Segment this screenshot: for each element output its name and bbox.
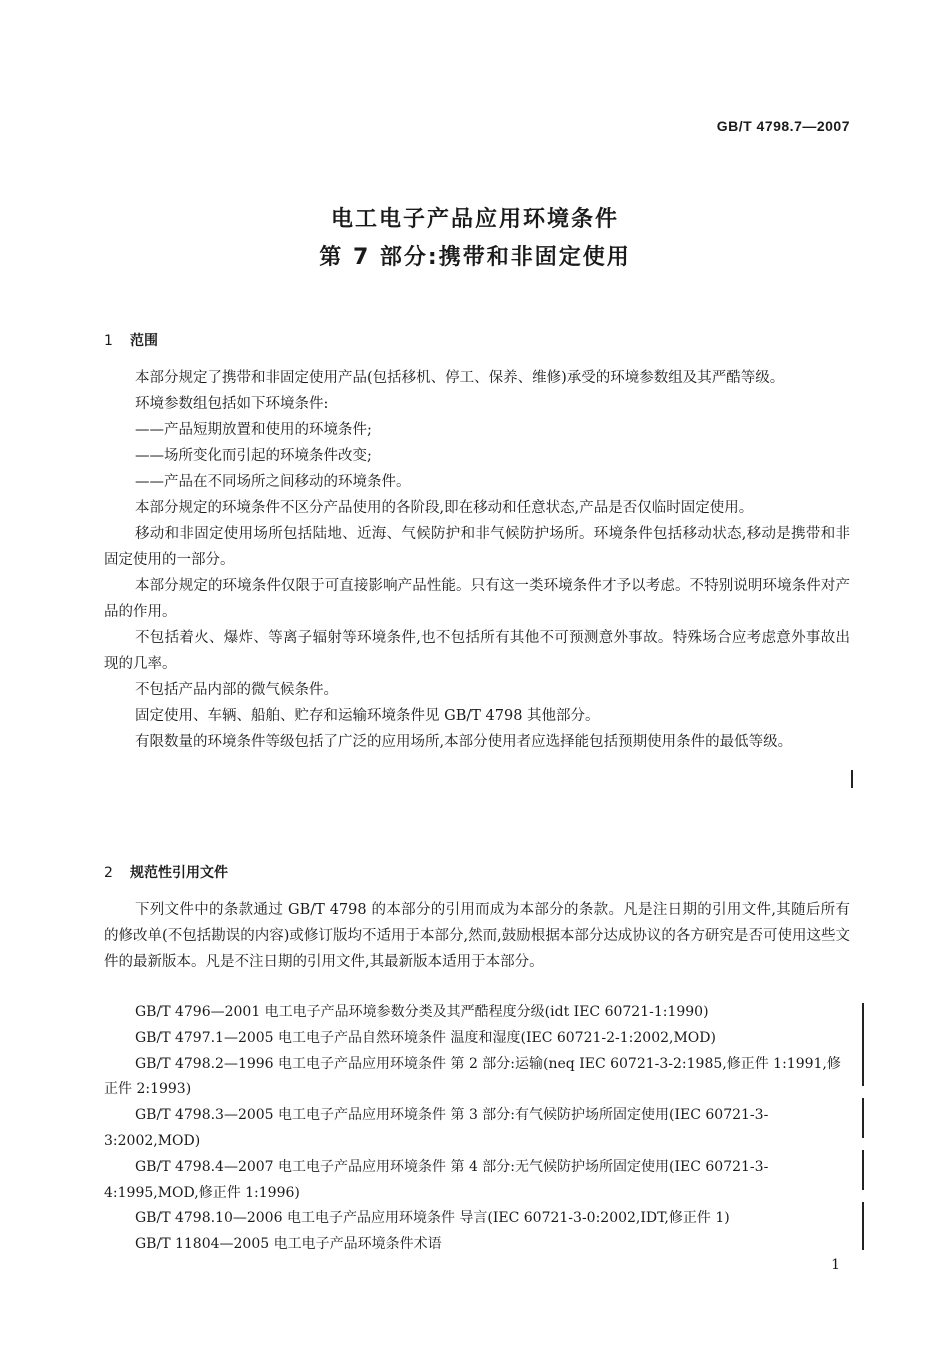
page-number: 1 xyxy=(831,1257,840,1273)
paragraph: 本部分规定的环境条件仅限于可直接影响产品性能。只有这一类环境条件才予以考虑。不特别说明环境条件对产品的作用。 xyxy=(104,578,850,620)
list-item: ——产品在不同场所之间移动的环境条件。 xyxy=(135,474,411,490)
section-2-intro xyxy=(104,897,850,975)
document-subtitle: 第 7 部分:携带和非固定使用 xyxy=(319,245,631,270)
section-number: 1 xyxy=(104,333,113,349)
document-title: 电工电子产品应用环境条件 xyxy=(330,207,619,232)
section-1-heading xyxy=(104,330,158,350)
paragraph: 固定使用、车辆、船舶、贮存和运输环境条件见 GB/T 4798 其他部分。 xyxy=(135,708,600,724)
reference-item: GB/T 4798.10—2006 电工电子产品应用环境条件 导言(IEC 60721-3-0:2002,IDT,修正件 1) xyxy=(135,1210,730,1227)
paragraph: 有限数量的环境条件等级包括了广泛的应用场所,本部分使用者应选择能包括预期使用条件的最低等级。 xyxy=(135,734,793,750)
paragraph: 环境参数组包括如下环境条件: xyxy=(135,396,329,412)
reference-item: GB/T 4797.1—2005 电工电子产品自然环境条件 温度和湿度(IEC 60721-2-1:2002,MOD) xyxy=(135,1029,716,1046)
revision-bar xyxy=(862,1150,864,1190)
revision-bar xyxy=(851,770,853,788)
revision-bar xyxy=(862,1003,864,1029)
reference-item: GB/T 4796—2001 电工电子产品环境参数分类及其严酷程度分级(idt IEC 60721-1:1990) xyxy=(135,1004,709,1020)
paragraph: 下列文件中的条款通过 GB/T 4798 的本部分的引用而成为本部分的条款。凡是注日期的引用文件,其随后所有的修改单(不包括勘误的内容)或修订版均不适用于本部分,然而,鼓励根据本部分达成协议的各方研究是否可使用这些文件的最新版本。凡是不注日期的引用文件,其最新版本适用于本部分。 xyxy=(104,902,850,970)
revision-bar xyxy=(862,1046,864,1086)
list-item: ——产品短期放置和使用的环境条件; xyxy=(135,422,372,438)
reference-item: GB/T 4798.3—2005 电工电子产品应用环境条件 第 3 部分:有气候防护场所固定使用(IEC 60721-3-3:2002,MOD) xyxy=(104,1107,769,1149)
paragraph: 不包括产品内部的微气候条件。 xyxy=(135,682,338,698)
reference-item: GB/T 11804—2005 电工电子产品环境条件术语 xyxy=(135,1236,442,1253)
section-title: 范围 xyxy=(130,333,158,349)
section-number: 2 xyxy=(104,865,113,881)
paragraph: 不包括着火、爆炸、等离子辐射等环境条件,也不包括所有其他不可预测意外事故。特殊场合应考虑意外事故出现的几率。 xyxy=(104,630,850,672)
paragraph: 本部分规定了携带和非固定使用产品(包括移机、停工、保养、维修)承受的环境参数组及其严酷等级。 xyxy=(135,370,785,386)
revision-bar xyxy=(862,1202,864,1250)
section-2-heading xyxy=(104,862,228,882)
paragraph: 移动和非固定使用场所包括陆地、近海、气候防护和非气候防护场所。环境条件包括移动状态,移动是携带和非固定使用的一部分。 xyxy=(104,526,850,568)
standard-code: GB/T 4798.7—2007 xyxy=(716,118,850,134)
section-title: 规范性引用文件 xyxy=(130,865,228,881)
revision-bar xyxy=(862,1098,864,1138)
section-1-body xyxy=(104,365,850,755)
paragraph: 本部分规定的环境条件不区分产品使用的各阶段,即在移动和任意状态,产品是否仅临时固定使用。 xyxy=(135,500,754,516)
reference-item: GB/T 4798.2—1996 电工电子产品应用环境条件 第 2 部分:运输(neq IEC 60721-3-2:1985,修正件 1:1991,修正件 2:1993) xyxy=(104,1055,841,1098)
reference-list xyxy=(104,1000,850,1258)
list-item: ——场所变化而引起的环境条件改变; xyxy=(135,448,372,464)
reference-item: GB/T 4798.4—2007 电工电子产品应用环境条件 第 4 部分:无气候防护场所固定使用(IEC 60721-3-4:1995,MOD,修正件 1:1996) xyxy=(104,1158,769,1201)
